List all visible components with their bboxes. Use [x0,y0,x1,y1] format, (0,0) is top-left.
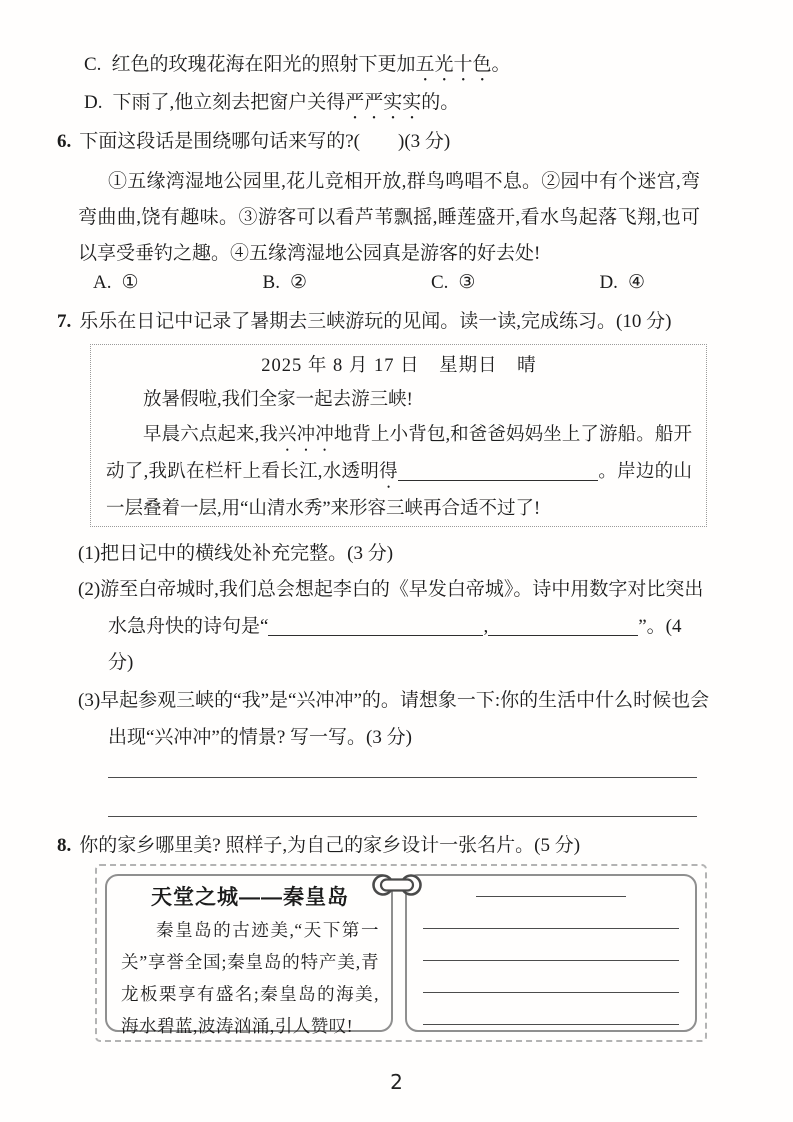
option-a [93,271,139,294]
diary-paragraph-2 [106,418,692,527]
sub-question-3 [78,682,710,756]
option-b-value: ② [289,272,307,293]
diary-emphasis-xingchongchong: 兴冲冲 [277,425,334,445]
diary-paragraph-1: 放暑假啦,我们全家一起去游三峡! [143,390,413,410]
sub-question-2-text-a: 游至白帝城时,我们总会想起李白的《早发白帝城》。诗中用数字对比突出水急舟快的诗句是“ [100,579,704,637]
option-d-value: ④ [627,272,645,293]
binder-rings-icon [369,871,425,905]
diary-text-c: 。岸边的山一层叠着一层,用“山清水秀”来形容三峡再合适不过了! [106,462,692,519]
sub-question-2-label: (2) [78,579,101,600]
example-namecard-title: 天堂之城——秦皇岛 [151,886,349,909]
sub-question-1-text: 把日记中的横线处补充完整。(3 分) [100,543,394,564]
diary-text-b: 地背上小背包,和爸爸妈妈坐上了游船。船开动了,我趴在栏杆上看长江,水透明 [106,425,692,482]
example-namecard-body: 秦皇岛的古迹美,“天下第一关”享誉全国;秦皇岛的特产美,青龙板栗享有盛名;秦皇岛的海美,海水碧蓝,波涛汹涌,引人赞叹! [121,920,379,1036]
sub-question-1-label: (1) [78,543,101,564]
diary-emphasis-de: 得 [379,462,398,482]
sub-question-2-comma: , [483,615,489,637]
option-c-label: C. [84,54,102,75]
option-c-period: 。 [491,54,511,75]
option-d-line [84,88,724,124]
option-d [599,271,645,294]
question-6-options [93,271,645,294]
namecard-writing-line [423,928,679,929]
namecard-writing-line [423,992,679,993]
page-number: 2 [390,1070,403,1094]
question-8-text: 你的家乡哪里美? 照样子,为自己的家乡设计一张名片。(5 分) [79,835,581,856]
question-6-text: 下面这段话是围绕哪句话来写的?( )(3 分) [79,131,451,152]
blank-namecard [405,874,697,1032]
option-c-emphasis: 五光十色 [415,54,492,75]
option-a-value: ① [121,272,139,293]
namecard-writing-line [423,1024,679,1025]
verse-blank-2 [488,616,638,636]
option-d-label: D. [599,272,618,293]
diary-text-a: 早晨六点起来,我 [143,425,278,445]
diary-fill-in-blank [398,462,598,481]
verse-blank-1 [268,616,483,636]
answer-line-2 [108,816,697,817]
example-namecard [105,874,393,1036]
option-c-text: 红色的玫瑰花海在阳光的照射下更加 [111,54,416,75]
option-d-text: 下雨了,他立刻去把窗户关得 [112,92,346,113]
question-7-stem [57,307,757,337]
question-6-stem [57,127,747,157]
sub-question-2 [78,572,710,682]
namecard-section [95,864,707,1042]
question-8-number: 8. [57,835,72,856]
option-b-label: B. [262,272,280,293]
option-d-period: 的。 [421,92,460,113]
namecard-title-line [476,896,626,897]
option-b [263,271,307,294]
answer-line-1 [108,777,697,778]
question-6-number: 6. [57,131,72,152]
option-c-value: ③ [458,272,476,293]
option-d-label: D. [84,92,103,113]
sub-question-3-label: (3) [78,690,101,711]
option-c-line [84,50,724,86]
diary-box [90,344,707,527]
option-c-label: C. [430,272,449,293]
sub-question-3-text: 早起参观三峡的“我”是“兴冲冲”的。请想象一下:你的生活中什么时候也会出现“兴冲冲”的情景? 写一写。(3 分) [100,690,710,748]
question-7-text: 乐乐在日记中记录了暑期去三峡游玩的见闻。读一读,完成练习。(10 分) [79,311,672,332]
question-7-number: 7. [57,311,72,332]
question-6-passage: ①五缘湾湿地公园里,花儿竞相开放,群鸟鸣唱不息。②园中有个迷宫,弯弯曲曲,饶有趣味。③游客可以看芦苇飘摇,睡莲盛开,看水鸟起落飞翔,也可以享受垂钓之趣。④五缘湾湿地公园真是游客的好去处! [78,171,700,264]
option-a-label: A. [93,272,112,293]
option-c [431,271,475,294]
namecard-writing-line [423,960,679,961]
sub-question-2-text-b: ”。(4 分) [108,615,682,673]
diary-date-line: 2025 年 8 月 17 日 星期日 晴 [261,356,537,376]
question-8-stem [57,831,757,861]
option-d-emphasis: 严严实实 [345,92,422,113]
sub-question-1 [78,536,710,573]
